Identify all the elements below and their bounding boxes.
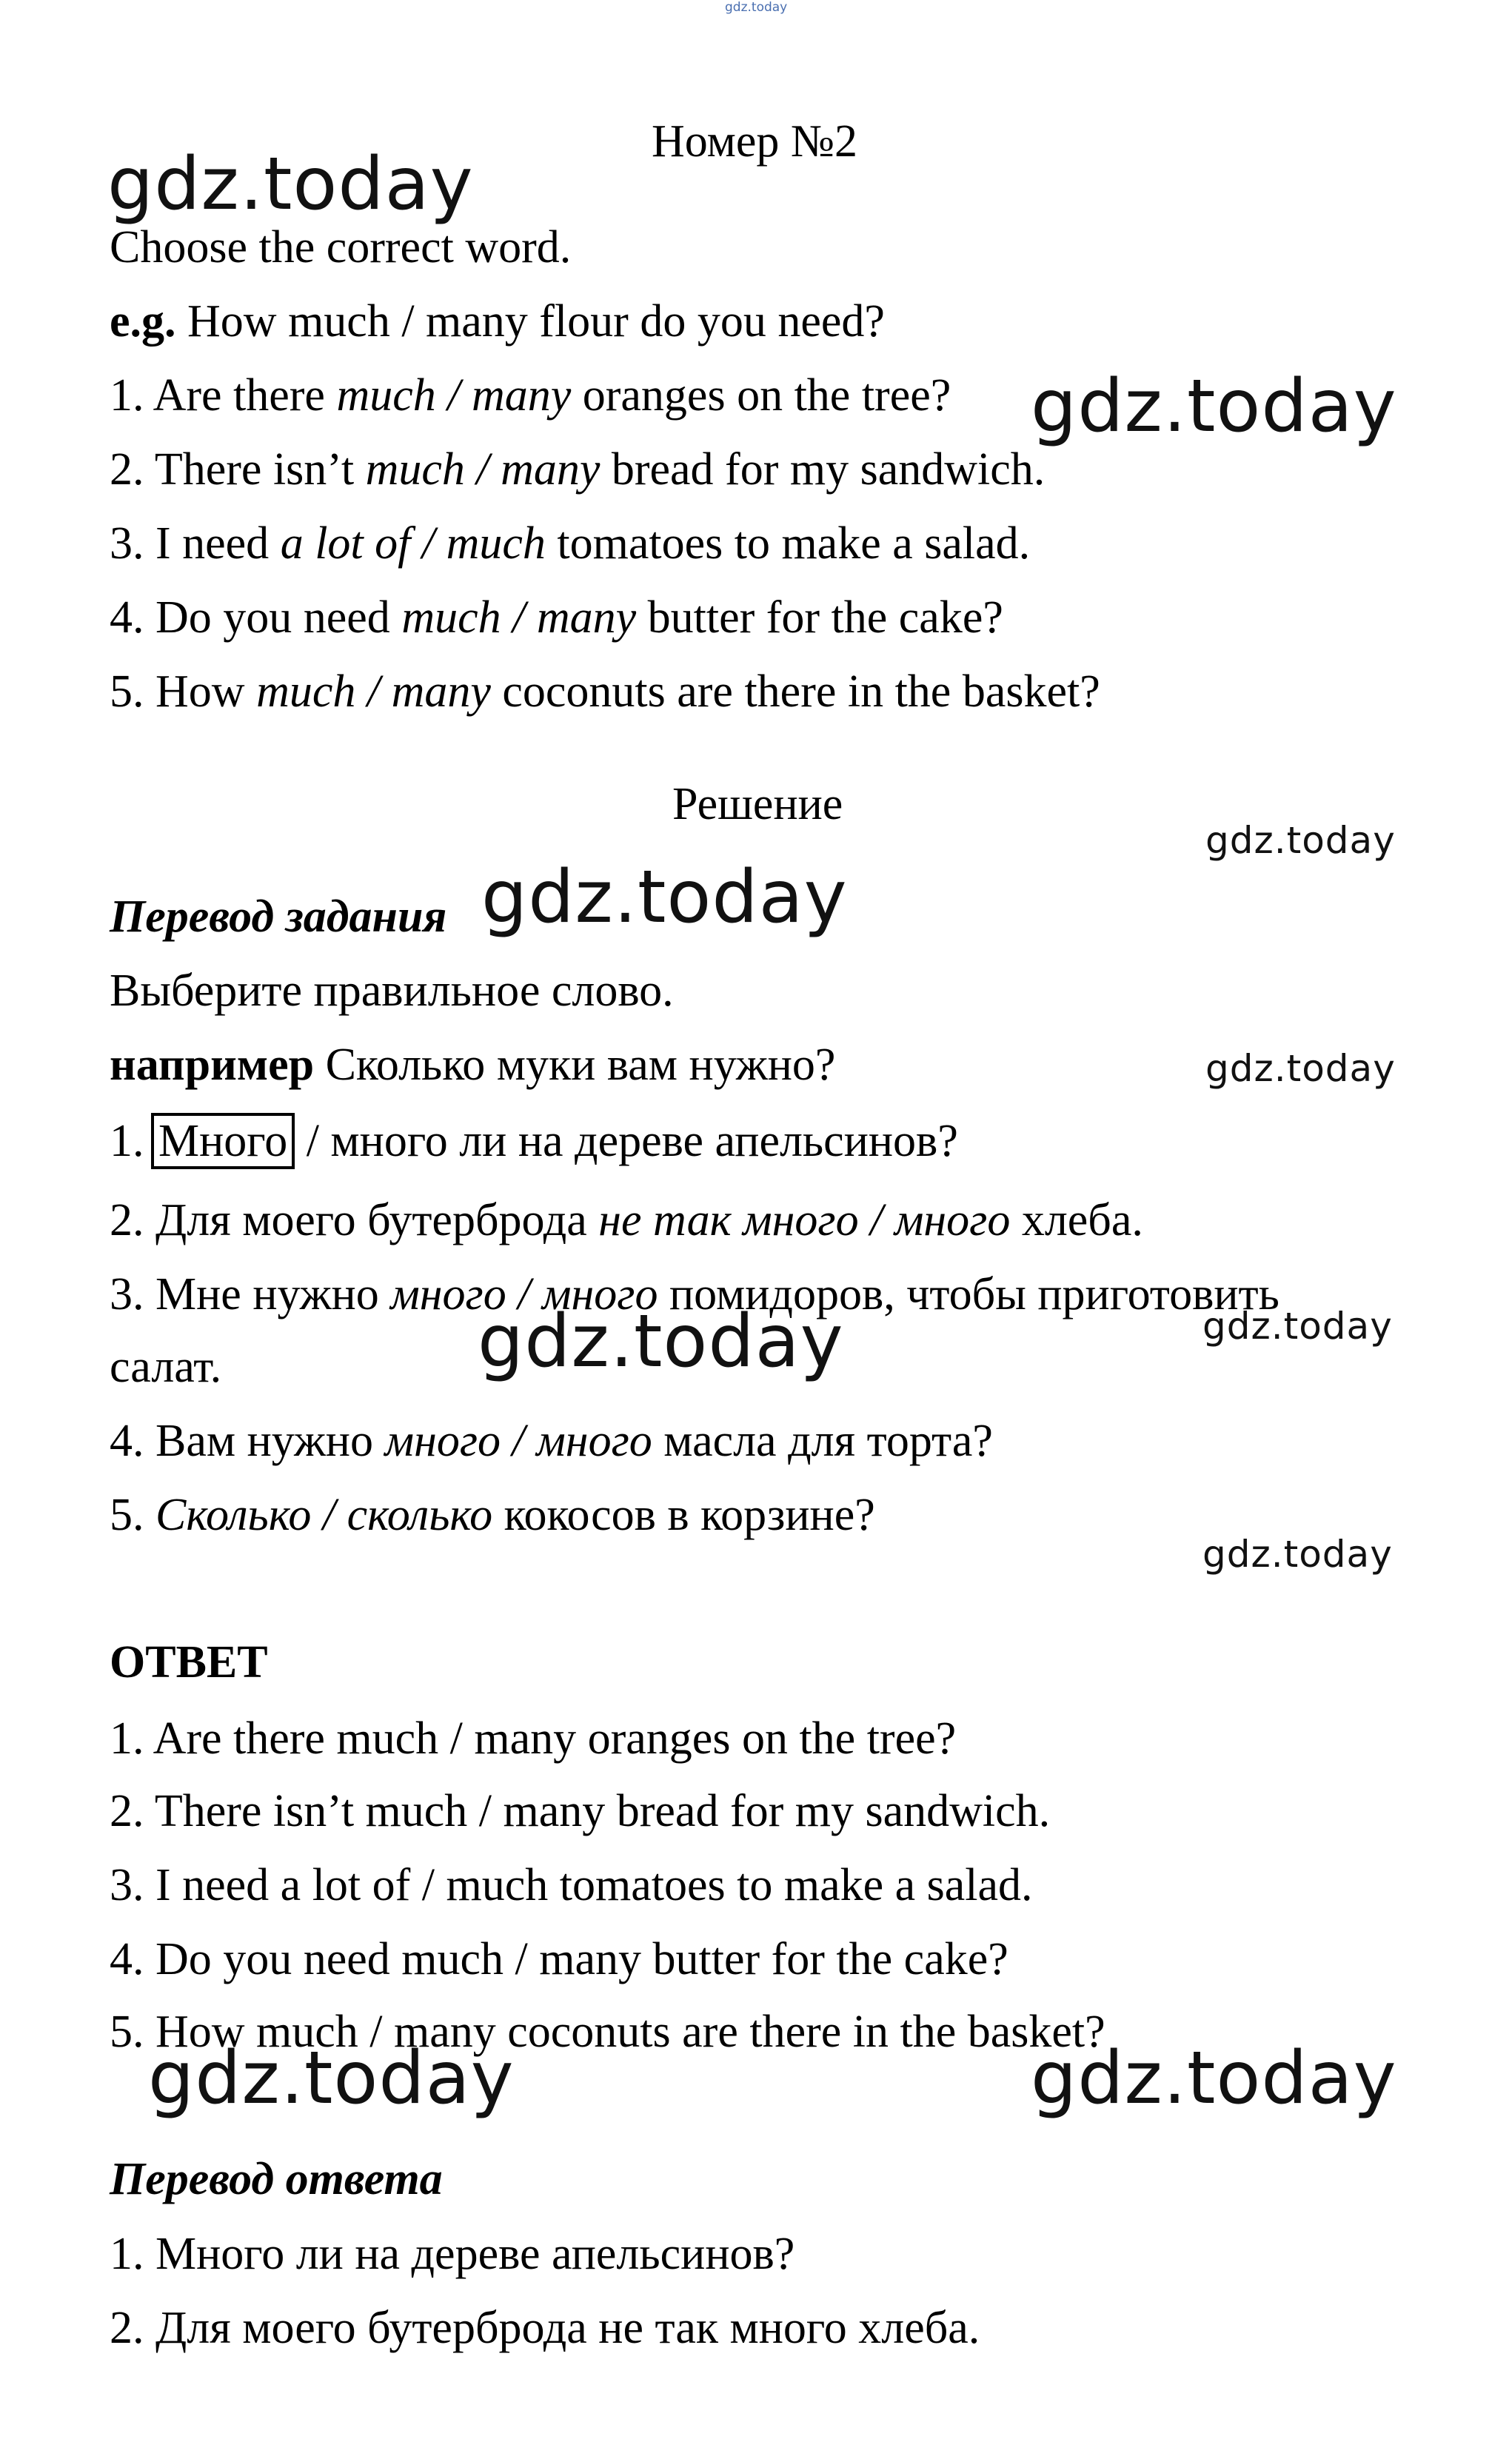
item-text: масла для торта? [652,1416,993,1466]
item-text: Do you need [155,592,402,643]
item-options: much / many [365,444,601,495]
solution-item-1 [110,1118,958,1164]
example-text: How much / many flour do you need? [175,296,885,347]
item-text: bread for my sandwich. [600,444,1046,495]
solution-item-2 [110,1197,1143,1243]
item-text: oranges on the tree? [571,370,951,421]
answer-item-3: 3. I need a lot of / much tomatoes to make a salad. [110,1860,1033,1910]
watermark: gdz.today [1031,2036,1397,2121]
example-text: Сколько муки вам нужно? [314,1040,836,1090]
watermark: gdz.today [1031,364,1397,449]
item-number: 2. [110,444,155,495]
solution-item-5 [110,1492,875,1538]
item-text: tomatoes to make a salad. [545,518,1031,569]
item-number: 5. [110,1490,155,1540]
task-item-1 [110,370,951,421]
watermark: gdz.today [1205,1047,1396,1090]
watermark: gdz.today [148,2036,515,2121]
solution-heading: Решение [672,779,843,829]
item-text: кокосов в корзине? [492,1490,875,1540]
translation-heading: Перевод задания [110,892,447,942]
answer-translation-item-1: 1. Много ли на дереве апельсинов? [110,2229,795,2279]
answer-item-5: 5. How much / many coconuts are there in the basket? [110,2007,1105,2057]
item-text: I need [155,518,281,569]
item-text: There isn’t [154,444,366,495]
item-options: много / много [384,1416,652,1466]
item-options: много / много [390,1269,658,1319]
item-text: Are there [153,370,337,421]
watermark: gdz.today [1202,1533,1393,1576]
item-text: хлеба. [1010,1195,1143,1245]
item-number: 5. [110,666,155,717]
task-item-4 [110,592,1003,643]
item-options: much / many [336,370,572,421]
watermark: gdz.today [107,142,474,227]
solution-instruction: Выберите правильное слово. [110,966,674,1016]
item-number: 3. [110,518,155,569]
item-text: Для моего бутерброда [155,1195,599,1245]
item-number: 3. [110,1269,155,1319]
item-number: 1. [110,370,153,421]
watermark: gdz.today [1205,819,1396,862]
item-options: much / many [401,592,637,643]
solution-example [110,1042,835,1088]
solution-item-3-continuation: салат. [110,1342,222,1392]
answer-heading: ОТВЕТ [110,1637,268,1687]
boxed-answer: Много [151,1113,295,1169]
item-number: 1. [110,1116,155,1166]
watermark: gdz.today [478,1299,844,1384]
example-label: e.g. [110,296,176,347]
answer-item-2: 2. There isn’t much / many bread for my sandwich. [110,1786,1051,1836]
top-watermark: gdz.today [725,0,788,15]
item-options: Сколько / сколько [155,1490,493,1540]
item-text: coconuts are there in the basket? [490,666,1100,717]
item-text: помидоров, чтобы приготовить [658,1269,1279,1319]
task-item-5 [110,666,1100,717]
solution-item-4 [110,1418,993,1464]
answer-item-4: 4. Do you need much / many butter for the cake? [110,1934,1008,1984]
task-item-2 [110,444,1046,495]
task-item-3 [110,518,1031,569]
page-title: Номер №2 [652,116,858,167]
task-instruction: Choose the correct word. [110,222,572,272]
item-options: much / many [256,666,491,717]
item-number: 2. [110,1195,155,1245]
task-example [110,296,885,347]
watermark: gdz.today [481,855,848,940]
item-text: butter for the cake? [636,592,1003,643]
item-text: Мне нужно [155,1269,391,1319]
item-text: How [155,666,257,717]
item-number: 4. [110,592,155,643]
answer-item-1: 1. Are there much / many oranges on the tree? [110,1713,957,1764]
watermark: gdz.today [1202,1305,1393,1348]
example-label: например [110,1040,315,1090]
item-options: не так много / много [598,1195,1011,1245]
answer-translation-heading: Перевод ответа [110,2154,443,2204]
item-text: Вам нужно [155,1416,385,1466]
item-number: 4. [110,1416,155,1466]
item-options: a lot of / much [280,518,546,569]
item-text: / много ли на дереве апельсинов? [295,1116,958,1166]
answer-translation-item-2: 2. Для моего бутерброда не так много хлеба. [110,2303,980,2353]
